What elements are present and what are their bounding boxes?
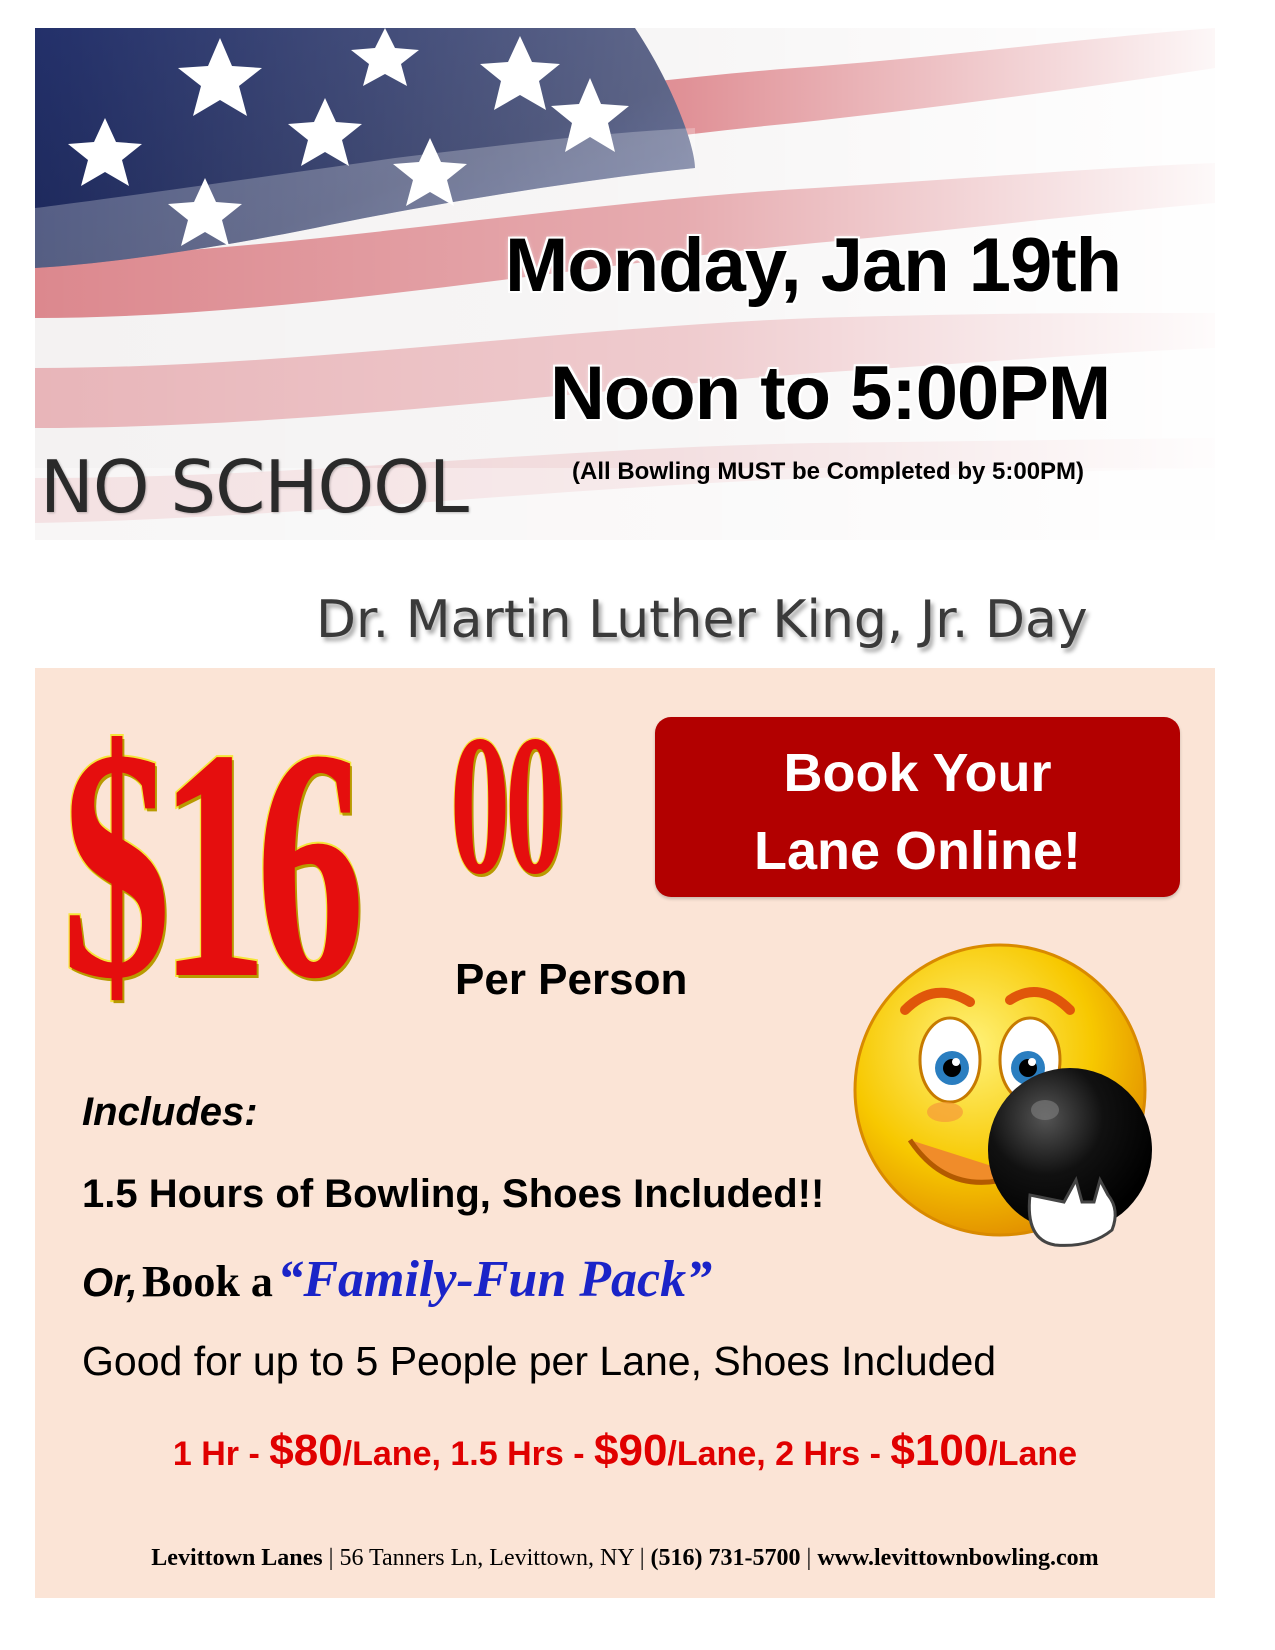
pricing-price: $100 <box>890 1426 989 1475</box>
event-time: Noon to 5:00PM <box>550 351 1111 436</box>
family-fun-pack-text: “Family-Fun Pack” <box>277 1251 713 1308</box>
price-dollars: $16 <box>62 682 354 1047</box>
pricing-duration: 1 Hr - <box>172 1435 270 1473</box>
price-display <box>62 682 642 1090</box>
business-address: 56 Tanners Ln, Levittown, NY <box>339 1545 634 1571</box>
pricing-duration: 2 Hrs - <box>775 1435 891 1473</box>
alt-book-text: Book a <box>142 1257 273 1306</box>
pricing-duration: 1.5 Hrs - <box>450 1435 594 1473</box>
alt-or-text: Or, <box>82 1261 138 1305</box>
book-lane-online-button[interactable] <box>655 717 1180 897</box>
no-school-heading: NO SCHOOL <box>40 445 468 529</box>
pricing-unit: /Lane <box>988 1435 1078 1473</box>
footer-separator: | <box>322 1545 340 1571</box>
includes-label: Includes: <box>82 1090 258 1134</box>
event-date: Monday, Jan 19th <box>505 223 1122 308</box>
book-button-line2: Lane Online! <box>753 821 1082 881</box>
business-website-link[interactable]: www.levittownbowling.com <box>817 1545 1099 1571</box>
price-cents: 00 <box>450 695 561 916</box>
pricing-unit: /Lane, <box>667 1435 776 1473</box>
footer <box>35 1545 1215 1572</box>
family-pack-description: Good for up to 5 People per Lane, Shoes Included <box>82 1338 997 1384</box>
family-pack-line <box>82 1250 712 1309</box>
business-name: Levittown Lanes <box>151 1545 323 1571</box>
book-button-line1: Book Your <box>783 743 1052 803</box>
footer-separator: | <box>633 1545 651 1571</box>
pricing-price: $80 <box>269 1426 343 1475</box>
includes-item: 1.5 Hours of Bowling, Shoes Included!! <box>82 1172 825 1216</box>
pricing-unit: /Lane, <box>342 1435 451 1473</box>
family-pack-pricing <box>0 1426 1250 1476</box>
holiday-name: Dr. Martin Luther King, Jr. Day <box>316 590 1088 650</box>
business-phone[interactable]: (516) 731-5700 <box>650 1545 801 1571</box>
completion-note: (All Bowling MUST be Completed by 5:00PM) <box>572 458 1085 485</box>
smiley-bowling-ball-icon <box>850 940 1210 1280</box>
pricing-price: $90 <box>594 1426 668 1475</box>
per-person-label: Per Person <box>455 955 688 1004</box>
footer-separator: | <box>800 1545 818 1571</box>
